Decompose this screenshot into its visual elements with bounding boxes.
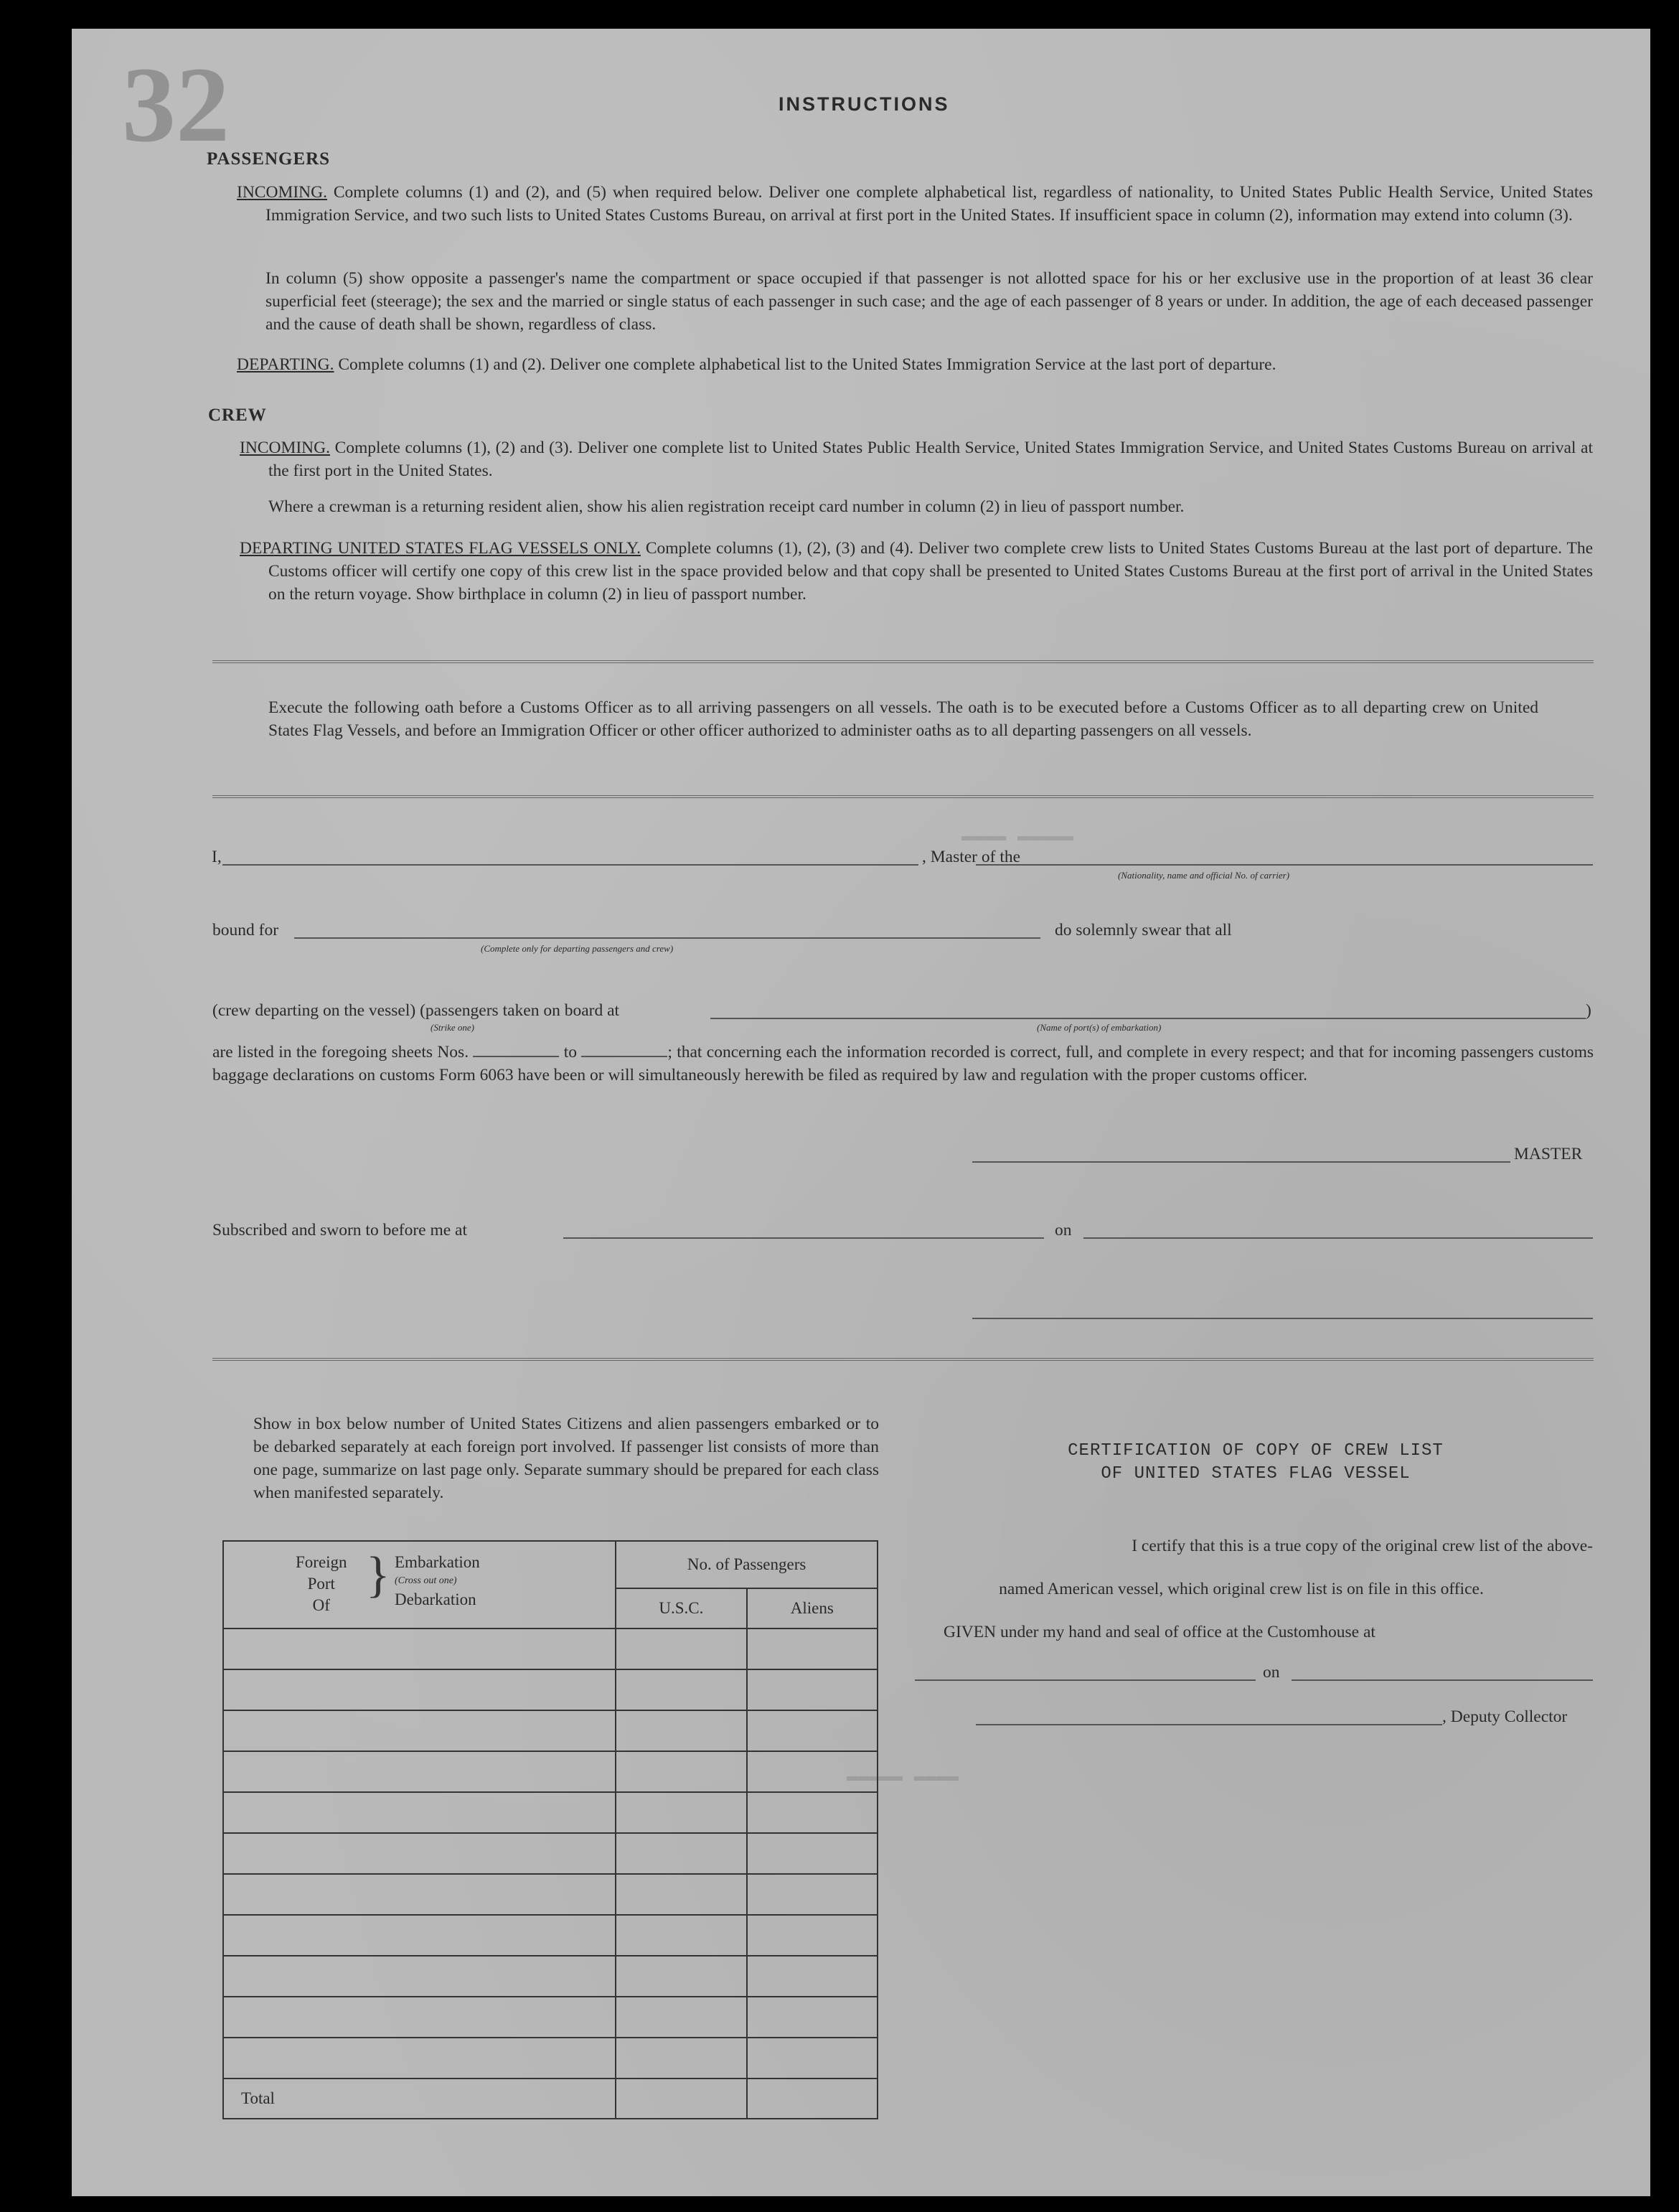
oath-i-label: I, [212,848,222,866]
sworn-place-field[interactable] [563,1237,1044,1239]
listed-text-a: are listed in the foregoing sheets Nos. [212,1043,469,1062]
section-heading-crew: CREW [208,406,267,425]
strike-one-hint: (Strike one) [431,1022,475,1033]
brace-icon: } [366,1547,390,1603]
table-row[interactable] [223,2038,616,2079]
table-row[interactable] [223,1915,616,1956]
carrier-hint: (Nationality, name and official No. of carrier) [1118,870,1290,881]
page-number-stamp: 32 [122,45,230,164]
master-label: MASTER [1514,1145,1583,1163]
foreign-port-of [296,1552,347,1616]
bleed-through-mark: ▬▬▬▬▬ ▬▬▬▬ [847,1766,959,1787]
incoming-label: INCOMING. [237,183,327,202]
sworn-date-field[interactable] [1083,1237,1593,1239]
ports-hint: (Name of port(s) of embarkation) [1037,1022,1162,1033]
oath-body [212,1041,1594,1087]
table-row[interactable] [223,1628,616,1669]
sheet-from-field[interactable] [473,1056,559,1057]
certification-text-2: named American vessel, which original crew list is on file in this office. [999,1580,1484,1598]
port-label: Port [307,1575,335,1593]
passengers-departing-paragraph [237,353,1593,376]
document-page [72,29,1650,2196]
customhouse-field[interactable] [915,1679,1256,1681]
close-paren: ) [1586,1001,1591,1020]
officer-signature-field[interactable] [972,1318,1593,1319]
embarkation-label: Embarkation [395,1553,480,1571]
master-signature-field[interactable] [972,1161,1510,1163]
oath-bottom-divider [212,1358,1594,1361]
passenger-summary-table [222,1540,878,2119]
listed-text-b: ; that concerning each the information recorded is correct, full, and complete in every respect; and that for incoming passengers customs baggage declarations on customs Form 6063 have been or will simultaneously herewith be filed as required by law and regulation with the proper customs officer. [212,1043,1594,1084]
total-usc-cell[interactable] [616,2079,746,2119]
section-heading-passengers: PASSENGERS [207,149,331,169]
crew-departing-text: Complete columns (1), (2), (3) and (4). Deliver two complete crew lists to United States Customs Bureau at the last port of departure. The Customs officer will certify one copy of this crew list in the space provided below and that copy shall be presented to United States Customs Bureau at the first port of arrival in the United States on the return voyage. Show birthplace in column (2) in lieu of passport number. [268,539,1593,604]
table-row[interactable] [223,1997,616,2038]
passengers-header: No. of Passengers [616,1541,878,1588]
oath-divider [212,795,1594,798]
crew-incoming-text: Complete columns (1), (2) and (3). Deliver one complete list to United States Public Health Service, United States Immigration Service, and United States Customs Bureau on arrival at the first port in the United States. [268,439,1593,480]
departing-label: DEPARTING. [237,355,334,374]
table-row[interactable] [223,1792,616,1833]
crew-departing-paragraph [240,537,1593,606]
aliens-header: Aliens [747,1588,878,1628]
bound-for-hint: (Complete only for departing passengers and crew) [481,943,674,954]
summary-instructions: Show in box below number of United States Citizens and alien passengers embarked or to be debarked separately at each foreign port involved. If passenger list consists of more than one page, summarize on last page only. Separate summary should be prepared for each class when manifested separately. [253,1415,879,1502]
usc-header: U.S.C. [616,1588,746,1628]
embark-debark [395,1552,480,1611]
table-row[interactable] [223,1710,616,1751]
master-name-field[interactable] [222,864,918,866]
embarkation-ports-field[interactable] [710,1018,1586,1019]
bound-for-label: bound for [212,921,279,939]
certification-date-field[interactable] [1292,1679,1593,1681]
total-label: Total [223,2079,616,2119]
certification-on: on [1263,1663,1280,1682]
passengers-incoming-paragraph [237,181,1593,227]
departing-text: Complete columns (1) and (2). Deliver one complete alphabetical list to the United States Immigration Service at the last port of departure. [338,355,1276,374]
oath-intro: Execute the following oath before a Customs Officer as to all arriving passengers on all vessels. The oath is to be executed before a Customs Officer as to all departing crew on United States Flag Vessels, and before an Immigration Officer or other officer authorized to administer oaths as to all departing passengers on all vessels. [268,698,1538,740]
deputy-collector-signature-field[interactable] [976,1724,1442,1725]
crew-resident-paragraph: Where a crewman is a returning resident alien, show his alien registration receipt card number in column (2) in lieu of passport number. [268,497,1185,516]
incoming-text: Complete columns (1) and (2), and (5) when required below. Deliver one complete alphabetical list, regardless of nationality, to United States Public Health Service, United States Immigration Service, and two such lists to United States Customs Bureau, on arrival at first port in the United States. If insufficient space in column (2), information may extend into column (3). [265,183,1594,225]
listed-to: to [563,1043,578,1062]
sheet-to-field[interactable] [581,1056,667,1057]
certification-heading-1: CERTIFICATION OF COPY OF CREW LIST [1068,1441,1444,1461]
debarkation-label: Debarkation [395,1590,476,1608]
bleed-through-mark: ▬▬▬▬ ▬▬▬▬▬ [961,825,1074,847]
swear-text: do solemnly swear that all [1055,921,1232,939]
table-row[interactable] [223,1833,616,1874]
crew-incoming-label: INCOMING. [240,439,330,457]
crew-departing-label: DEPARTING UNITED STATES FLAG VESSELS ONLY. [240,539,641,558]
crew-passengers-text: (crew departing on the vessel) (passengers taken on board at [212,1001,620,1020]
certification-heading-2: OF UNITED STATES FLAG VESSEL [1101,1464,1411,1484]
subscribed-label: Subscribed and sworn to before me at [212,1221,468,1239]
deputy-collector-label: , Deputy Collector [1442,1707,1568,1726]
master-of-label: , Master of the [922,848,1021,866]
total-aliens-cell[interactable] [747,2079,878,2119]
cross-out-hint: (Cross out one) [395,1575,457,1586]
passengers-column5-paragraph: In column (5) show opposite a passenger's name the compartment or space occupied if that passenger is not allotted space for his or her exclusive use in the proportion of at least 36 clear superficial feet (steerage); the sex and the married or single status of each passenger in such case; and the age of each passenger of 8 years or under. In addition, the age of each deceased passenger and the cause of death shall be shown, regardless of class. [265,269,1593,334]
bound-for-field[interactable] [294,937,1040,939]
table-row[interactable] [223,1751,616,1792]
sworn-on-label: on [1055,1221,1072,1239]
port-header-cell [223,1541,616,1628]
table-row[interactable] [223,1874,616,1915]
table-row[interactable] [223,1956,616,1997]
carrier-field[interactable] [976,864,1593,866]
of-label: Of [312,1596,330,1614]
page-title: INSTRUCTIONS [779,93,950,115]
certification-text-3: GIVEN under my hand and seal of office at the Customhouse at [944,1623,1375,1641]
certification-text-1: I certify that this is a true copy of the original crew list of the above- [1132,1537,1593,1555]
section-divider [212,660,1594,663]
crew-incoming-paragraph [240,436,1593,482]
table-row[interactable] [223,1669,616,1710]
foreign-label: Foreign [296,1553,347,1571]
